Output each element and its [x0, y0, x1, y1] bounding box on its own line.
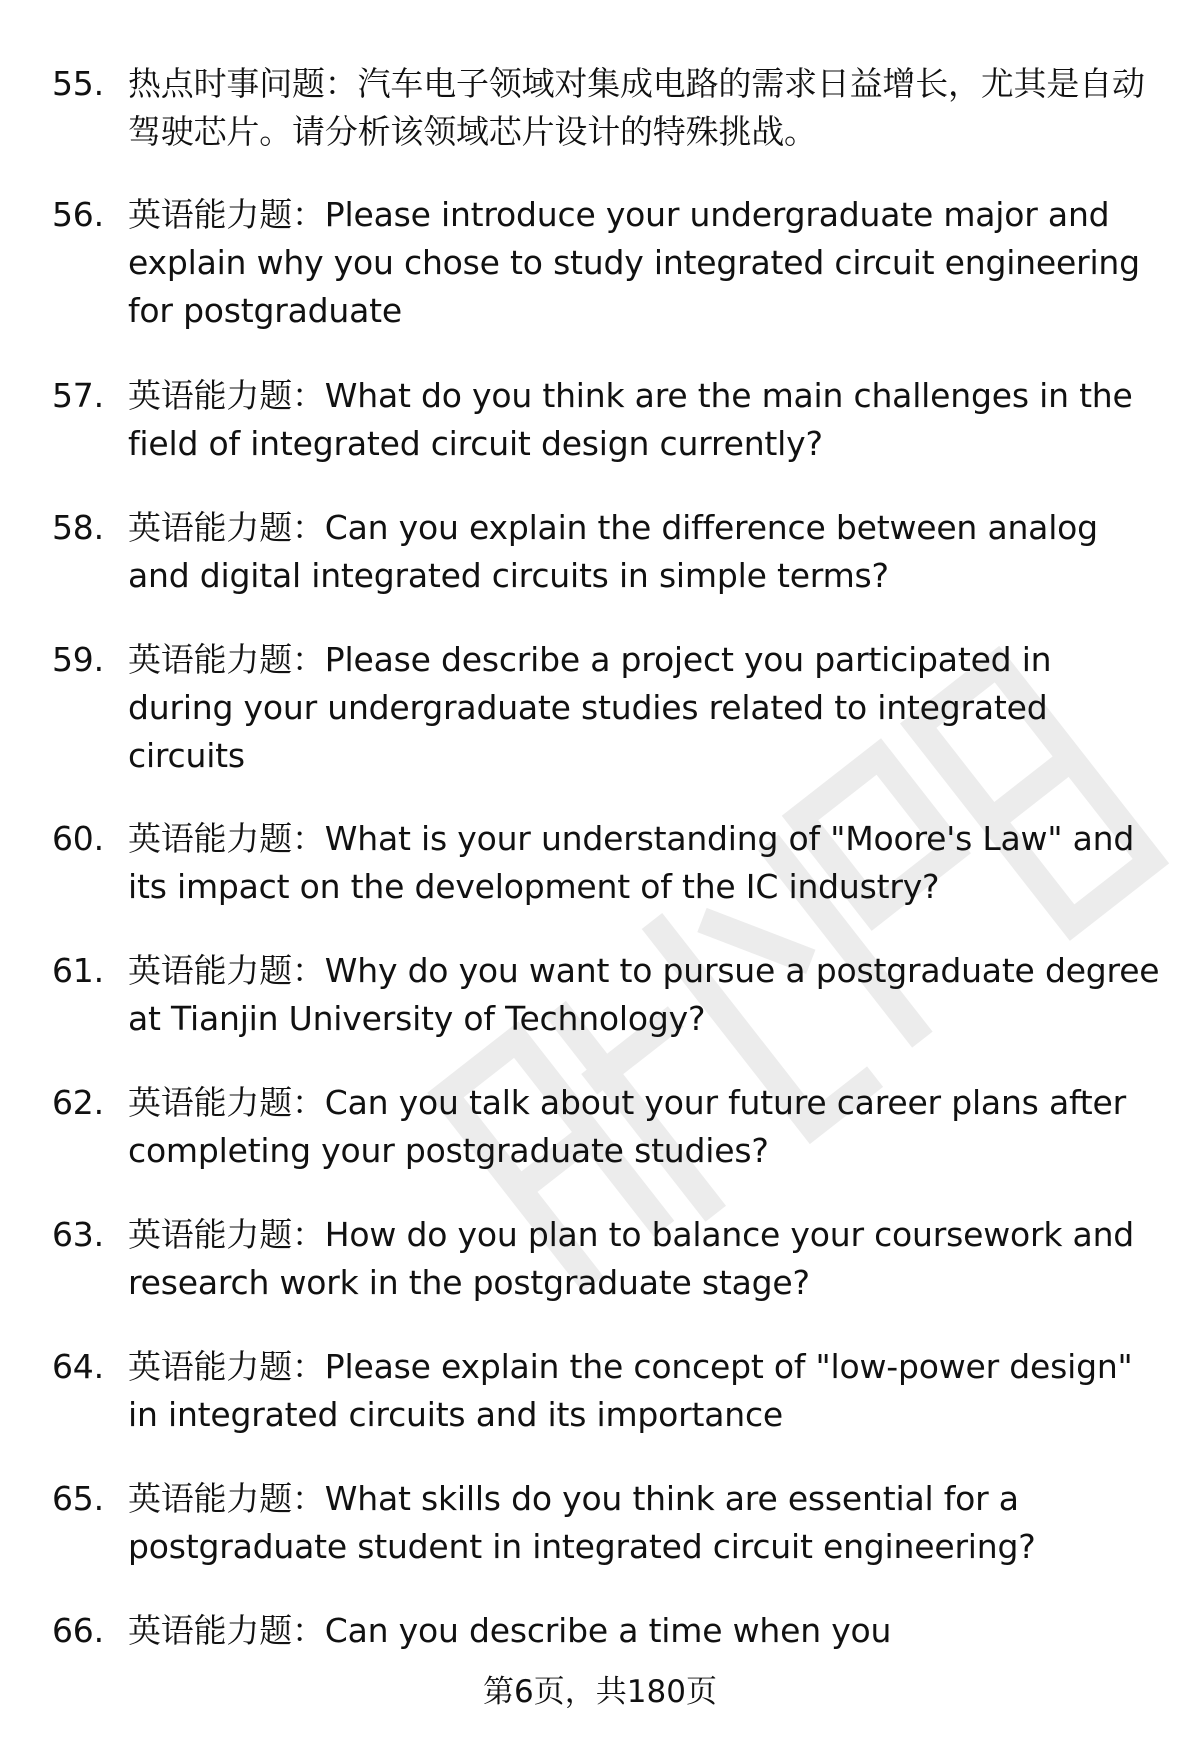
question-text: 热点时事问题：汽车电子领域对集成电路的需求日益增长，尤其是自动驾驶芯片。请分析该领域芯片设计的特殊挑战。: [128, 64, 1145, 151]
question-text: 英语能力题：What do you think are the main challenges in the field of integrated circuit design currently?: [128, 376, 1133, 463]
question-number: 56.: [52, 195, 104, 234]
question-number: 64.: [52, 1347, 104, 1386]
question-text: 英语能力题：What skills do you think are essential for a postgraduate student in integrated circuit engineering?: [128, 1479, 1036, 1566]
question-text: 英语能力题：Can you talk about your future career plans after completing your postgraduate studies?: [128, 1083, 1127, 1170]
question-item: [52, 636, 1162, 780]
question-number: 55.: [52, 64, 104, 103]
question-item: [52, 1079, 1162, 1175]
question-text: 英语能力题：Can you describe a time when you: [128, 1611, 892, 1650]
question-number: 60.: [52, 819, 104, 858]
question-number: 57.: [52, 376, 104, 415]
question-text: 英语能力题：Please describe a project you participated in during your undergraduate studies related to integrated circuits: [128, 640, 1052, 775]
question-number: 63.: [52, 1215, 104, 1254]
question-number: 61.: [52, 951, 104, 990]
question-item: [52, 1343, 1162, 1439]
question-item: [52, 1607, 1162, 1655]
question-number: 59.: [52, 640, 104, 679]
question-number: 62.: [52, 1083, 104, 1122]
question-item: [52, 1211, 1162, 1307]
question-text: 英语能力题：What is your understanding of "Moore's Law" and its impact on the development of the IC industry?: [128, 819, 1135, 906]
question-text: 英语能力题：Can you explain the difference between analog and digital integrated circuits in simple terms?: [128, 508, 1098, 595]
question-number: 65.: [52, 1479, 104, 1518]
question-item: [52, 191, 1162, 335]
question-item: [52, 815, 1162, 911]
page-indicator: 第6页，共180页: [483, 1674, 717, 1710]
question-item: [52, 504, 1162, 600]
question-text: 英语能力题：How do you plan to balance your coursework and research work in the postgraduate stage?: [128, 1215, 1135, 1302]
question-text: 英语能力题：Why do you want to pursue a postgraduate degree at Tianjin University of Technology?: [128, 951, 1160, 1038]
question-item: [52, 1475, 1162, 1571]
question-text: 英语能力题：Please explain the concept of "low-power design" in integrated circuits and its importance: [128, 1347, 1133, 1434]
question-number: 66.: [52, 1611, 104, 1650]
question-number: 58.: [52, 508, 104, 547]
question-item: [52, 372, 1162, 468]
question-item: [52, 947, 1162, 1043]
question-item: [52, 60, 1162, 156]
question-text: 英语能力题：Please introduce your undergraduate major and explain why you chose to study integrated circuit engineering for postgraduate: [128, 195, 1140, 330]
